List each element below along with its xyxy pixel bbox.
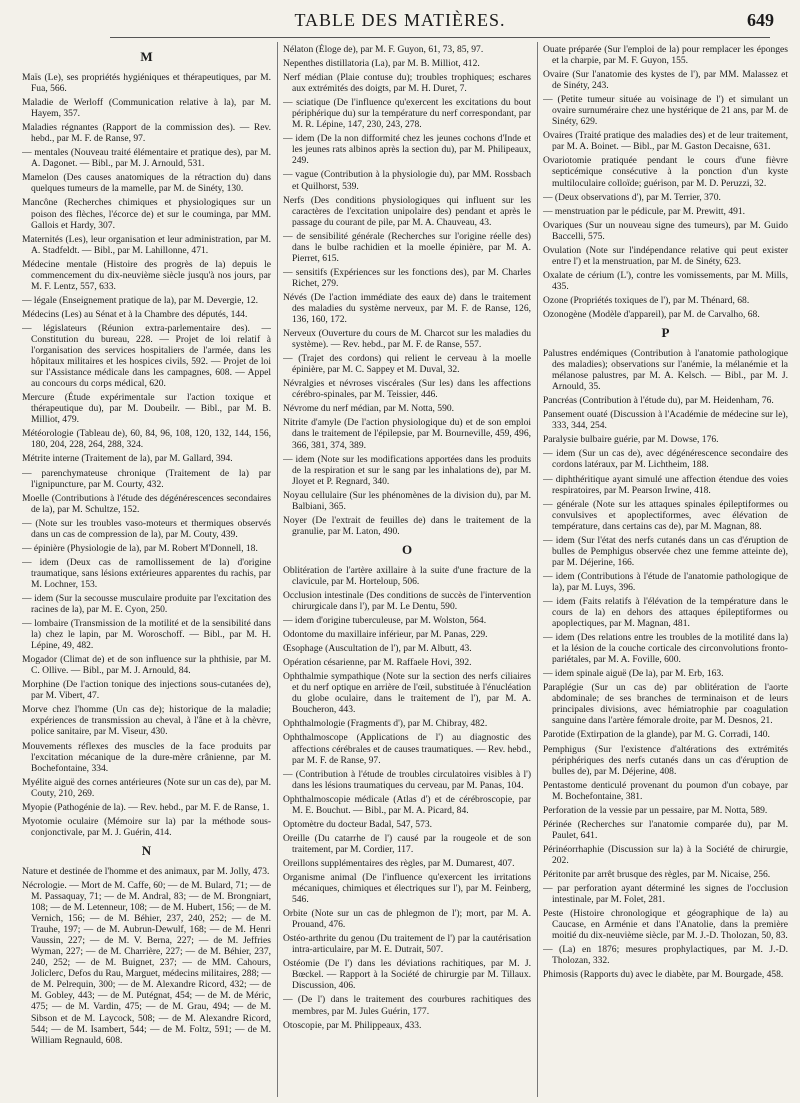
index-entry: Myotomie oculaire (Mémoire sur la) par la méthode sous-conjonctivale, par M. J. Guérin, 414. [22,815,271,838]
index-entry: Otoscopie, par M. Philippeaux, 433. [283,1019,422,1031]
index-entry: Ostéo-arthrite du genou (Du traitement de l') par la cautérisation intra-articulaire, par M. E. Dutrait, 507. [283,933,531,956]
index-entry: — idem (Sur l'état des nerfs cutanés dans un cas d'éruption de bulles de Pemphigus observée chez une femme atteinte de), par M. Déjerine, 166. [543,534,788,568]
page-number: 649 [747,10,774,30]
index-entry: Mouvements réflexes des muscles de la face produits par l'excitation mécanique de la dure-mère crânienne, par M. Bochefontaine, 334. [22,740,271,774]
index-entry: Moelle (Contributions à l'étude des dégénérescences secondaires de la), par M. Schultze, 152. [22,492,271,515]
index-entry: Ostéomie (De l') dans les déviations rachitiques, par M. J. Bœckel. — Rapport à la Société de chirurgie par M. Tillaux. Discussion, 406. [283,958,531,992]
index-entry: Nélaton (Éloge de), par M. F. Guyon, 61, 73, 85, 97. [283,44,484,55]
section-letter-o: O [401,541,413,557]
index-entry: Médecine mentale (Histoire des progrès de la) depuis le commencement du dix-neuvième siècle jusqu'à nos jours, par M. F. Lentz, 557, 633. [22,258,271,292]
index-entry: — de sensibilité générale (Recherches sur l'origine réelle des) dans le bulbe rachidien et la moelle épinière, par M. A. Pierret, 615. [283,230,531,264]
index-entry: Péritonite par arrêt brusque des règles, par M. Nicaise, 256. [543,869,771,880]
index-entry: — vague (Contribution à la physiologie du), par MM. Rossbach et Quilhorst, 539. [283,169,531,192]
index-entry: — (Trajet des cordons) qui relient le cerveau à la moelle épinière, par M. C. Sappey et M. Duval, 32. [283,353,531,376]
index-entry: Nerf médian (Plaie contuse du); troubles trophiques; eschares aux extrémités des doigts, par M. H. Duret, 7. [283,72,531,95]
index-entry: Nature et destinée de l'homme et des animaux, par M. Jolly, 473. [22,865,270,877]
index-entry: — idem spinale aiguë (De la), par M. Erb, 163. [543,668,724,680]
index-entry: Ovariotomie pratiquée pendant le cours d'une fièvre septicémique consécutive à la ponction d'un kyste multiloculaire colloïde; guérison, par M. D. Peruzzi, 32. [543,155,788,189]
page-header [0,0,800,38]
entries-p-right [543,348,788,980]
index-entry: — lombaire (Transmission de la motilité et de la sensibilité dans la) chez le lapin, par M. Woroschoff. — Bibl., par M. H. Lépine, 49, 482. [22,618,271,652]
entries-o-middle [283,565,531,1031]
index-entry: Maïs (Le), ses propriétés hygiéniques et thérapeutiques, par M. Fua, 566. [22,72,271,95]
index-entry: Ovaire (Sur l'anatomie des kystes de l'), par MM. Malassez et de Sinéty, 243. [543,69,788,92]
index-entry: — idem (Des relations entre les troubles de la motilité dans la) et la lésion de la couche corticale des circonvolutions fronto-pariétales, par M. A. Foville, 600. [543,632,788,666]
index-entry: Ozonogène (Modèle d'appareil), par M. de Carvalho, 68. [543,308,760,320]
index-entry: Perforation de la vessie par un pessaire, par M. Notta, 589. [543,804,768,816]
index-entry: Myopie (Pathogénie de la). — Rev. hebd., par M. F. de Ranse, 1. [22,801,270,813]
index-entry: Nepenthes distillatoria (La), par M. B. Milliot, 412. [283,58,480,70]
index-entry: — (Contribution à l'étude de troubles circulatoires visibles à l') dans les lésions traumatiques du cerveau, par M. Panas, 104. [283,768,531,791]
index-entry: — idem d'origine tuberculeuse, par M. Wolston, 564. [283,615,487,627]
page-title: TABLE DES MATIÈRES. [294,10,506,30]
index-entry: Noyer (De l'extrait de feuilles de) dans le traitement de la granulie, par M. Laton, 490. [283,514,531,537]
index-entry: Orbite (Note sur un cas de phlegmon de l'); mort, par M. A. Prouand, 476. [283,908,531,931]
index-entry: Ozone (Propriétés toxiques de l'), par M. Thénard, 68. [543,294,750,306]
index-entry: Ovaires (Traité pratique des maladies des) et de leur traitement, par M. A. Boinet. — Bibl., par M. Gaston Decaisne, 631. [543,130,788,153]
column-divider [537,42,538,1097]
index-entry: — (La) en 1876; mesures prophylactiques, par M. J.-D. Tholozan, 332. [543,944,788,967]
index-entry: Optomètre du docteur Badal, 547, 573. [283,818,433,830]
index-entry: — diphthéritique ayant simulé une affection étendue des voies respiratoires, par M. Pearson Irwine, 418. [543,473,788,496]
column-divider [277,42,278,1097]
index-entry: Maladies régnantes (Rapport de la commission des). — Rev. hebd., par M. F. de Ranse, 97. [22,122,271,145]
section-letter-n: N [141,842,152,858]
index-entry: Peste (Histoire chronologique et géographique de la) au Caucase, en Arménie et dans l'Anatolie, dans la première moitié du dix-neuvième siècle, par M. J.-D. Tholozan, 50, 83. [543,908,788,942]
index-entry: Oblitération de l'artère axillaire à la suite d'une fracture de la clavicule, par M. Horteloup, 506. [283,564,531,587]
section-letter-m: M [140,49,153,64]
header-rule [110,37,770,38]
index-entry: Œsophage (Auscultation de l'), par M. Albutt, 43. [283,643,472,655]
index-entry: Périnée (Recherches sur l'anatomie comparée du), par M. Paulet, 641. [543,818,788,841]
index-entry: Névrome du nerf médian, par M. Notta, 590. [283,403,455,415]
index-entry: Pancréas (Contribution à l'étude du), par M. Heidenham, 76. [543,395,774,407]
index-entry: — menstruation par le pédicule, par M. Prewitt, 491. [543,205,746,217]
index-entry: Ophthalmologie (Fragments d'), par M. Chibray, 482. [283,718,488,730]
index-entry: Ouate préparée (Sur l'emploi de la) pour remplacer les éponges et la charpie, par M. F. Guyon, 155. [543,44,788,67]
index-entry: Nitrite d'amyle (De l'action physiologique du) et de son emploi dans le traitement de l'épilepsie, par M. Bourneville, 459, 496, 366, 381, 374, 389. [283,417,531,451]
index-entry: Pemphigus (Sur l'existence d'altérations des extrémités périphériques des nerfs cutanés dans un cas d'éruption de bulles de), par M. Déjerine, 408. [543,743,788,777]
index-entry: — idem (Sur un cas de), avec dégénérescence secondaire des cordons latéraux, par M. Lichtheim, 188. [543,448,788,471]
index-entry: Odontome du maxillaire inférieur, par M. Panas, 229. [283,629,488,641]
index-entry: — épinière (Physiologie de la), par M. Robert M'Donnell, 18. [22,542,258,554]
index-entry: Nerveux (Ouverture du cours de M. Charcot sur les maladies du système). — Rev. hebd., par M. F. de Ranse, 557. [283,328,531,351]
index-entry: Ovulation (Note sur l'indépendance relative qui peut exister entre l') et la menstruation, par M. de Sinéty, 623. [543,244,788,267]
index-entry: — législateurs (Réunion extra-parlementaire des). — Constitution du bureau, 228. — Projet de loi relatif à l'organisation des services hospitaliers de l'armée, dans les hôpitaux militaires et les hospices civils, 592. — Projet de loi sur l'Assistance médicale dans les campagnes, 608. — Appel au concours du corps médical, 620. [22,322,271,390]
index-entry: Palustres endémiques (Contribution à l'anatomie pathologique des maladies); observations sur l'anémie, la mélanémie et la mélanose palustres, par M. A. Kelsch. — Bibl., par M. J. Arnould, 35. [543,348,788,393]
index-entry: Mancône (Recherches chimiques et physiologiques sur un poison des flèches, l'écorce de) et sur le couminga, par MM. Gallois et Hardy, 307. [22,197,271,231]
entries-n-left [22,866,271,1046]
index-entry: Météorologie (Tableau de), 60, 84, 96, 108, 120, 132, 144, 156, 180, 204, 228, 264, 288, 324. [22,428,271,451]
index-entry: Mamelon (Des causes anatomiques de la rétraction du) dans quelques tumeurs de la mamelle, par M. de Sinéty, 130. [22,172,271,195]
index-entry: Oxalate de cérium (L'), contre les vomissements, par M. Mills, 435. [543,269,788,292]
index-entry: Morphine (De l'action tonique des injections sous-cutanées de), par M. Vibert, 47. [22,679,271,702]
index-entry: Maladie de Werloff (Communication relative à la), par M. Hayem, 357. [22,97,271,120]
index-entry: — parenchymateuse chronique (Traitement de la) par l'ignipuncture, par M. Courty, 432. [22,467,271,490]
index-entry: — par perforation ayant déterminé les signes de l'occlusion intestinale, par M. Folet, 281. [543,883,788,906]
index-entry: Parotide (Extirpation de la glande), par M. G. Corradi, 140. [543,729,770,741]
index-entry: — idem (Note sur les modifications apportées dans les produits de la respiration et sur le sang par les inhalations de), par M. Jloyet et P. Regnard, 340. [283,453,531,487]
index-entry: Oreillons supplémentaires des règles, par M. Dumarest, 407. [283,857,515,869]
index-entry: Pansement ouaté (Discussion à l'Académie de médecine sur le), 333, 344, 254. [543,409,788,432]
index-entry: Paralysie bulbaire guérie, par M. Dowse, 176. [543,434,719,446]
index-entry: Mercure (Étude expérimentale sur l'action toxique et thérapeutique du), par M. Doubeilr. — Bibl., par M. B. Milliot, 479. [22,392,271,426]
index-entry: — sciatique (De l'influence qu'exercent les excitations du bout périphérique du) sur la température du nerf correspondant, par M. R. Lépine, 147, 230, 243, 278. [283,97,531,131]
index-entry: Phimosis (Rapports du) avec le diabète, par M. Bourgade, 458. [543,969,784,981]
index-entry: Mogador (Climat de) et de son influence sur la phthisie, par M. C. Ollive. — Bibl., par M. J. Arnould, 84. [22,654,271,677]
index-entry: Oreille (Du catarrhe de l') causé par la rougeole et de son traitement, par M. Cordier, 117. [283,832,531,855]
index-entry: Myélite aiguë des cornes antérieures (Note sur un cas de), par M. Couty, 210, 269. [22,776,271,799]
index-entry: Noyau cellulaire (Sur les phénomènes de la division du), par M. Balbiani, 365. [283,489,531,512]
index-entry: Occlusion intestinale (Des conditions de succès de l'intervention chirurgicale dans l'), par M. Le Dentu, 590. [283,589,531,613]
index-entry: Opération césarienne, par M. Raffaele Hovi, 392. [283,657,472,669]
index-entry: Périnéorrhaphie (Discussion sur la) à la Société de chirurgie, 202. [543,843,788,866]
index-entry: — sensitifs (Expériences sur les fonctions des), par M. Charles Richet, 279. [283,266,531,289]
index-entry: Névés (De l'action immédiate des eaux de) dans le traitement des maladies du système nerveux, par M. F. de Ranse, 126, 136, 160, 172. [283,291,531,326]
index-entry: Ophthalmoscope (Applications de l') au diagnostic des affections cérébrales et de causes traumatiques. — Rev. hebd., par M. F. de Ranse, 97. [283,732,531,766]
index-entry: Maternités (Les), leur organisation et leur administration, par M. A. Stadfeldt. — Bibl., par M. Lahillonne, 471. [22,233,271,256]
index-entry: Métrite interne (Traitement de la), par M. Gallard, 394. [22,453,233,465]
index-entry: — (Note sur les troubles vaso-moteurs et thermiques observés dans un cas de compression de la), par M. Couty, 439. [22,517,271,540]
index-entry: — (Petite tumeur située au voisinage de l') et simulant un ovaire surnuméraire chez une hystérique de 21 ans, par M. de Sinéty, 629. [543,94,788,128]
index-entry: Ophthalmie sympathique (Note sur la section des nerfs ciliaires et du nerf optique en arrière de l'œil, substituée à l'énucléation du globe oculaire, dans le traitement de l'), par M. A. Boucheron, 443. [283,671,531,716]
entries-m-left [22,72,271,838]
index-entry: Paraplégie (Sur un cas de) par oblitération de l'aorte abdominale; de ses branches de terminaison et de leurs principales divisions, avec hémiatrophie par coagulation sanguine dans l'artère fémorale droite, par M. Desnos, 21. [543,682,788,727]
index-entry: — idem (Contributions à l'étude de l'anatomie pathologique de la), par M. Luys, 396. [543,570,788,593]
index-entry: — légale (Enseignement pratique de la), par M. Devergie, 12. [22,294,259,306]
index-entry: Nécrologie. — Mort de M. Caffe, 60; — de M. Bulard, 71; — de M. Passaquay, 71; — de M. Andral, 83; — de M. Brongniart, 108; — de M. Letenneur, 108; — de M. Hubert, 156; — de M. Vernich, 156; — de M. Béhier, 237, 240, 252; — de M. Trauhe, 197; — de M. Aubrun-Dewulf, 168; — de M. Henri Vaussin, 227; — de M. V. Berna, 227; — de M. Jeffries Wyman, 227; — de M. Charrière, 227; — de M. Béhier, 237, 240, 252; — de M. Buignet, 237; — de MM. Cahours, Joliclerc, Defos du Rau, Marguet, médecins militaires, 288; — de M. Pelrequin, 300; — de M. Alexandre Ricord, 432; — de M. Gobley, 443; — de M. Putégnat, 454; — de M. de Méric, 475; — de M. Vardin, 475; — de M. Grau, 494; — de M. Sibson et de M. Laycock, 508; — de M. Alexandre Ricord, 544; — de M. Isambert, 544; — de M. Foltz, 591; — de M. William Regnauld, 608. [22,879,271,1046]
column-right [543,44,788,1096]
section-letter-p: P [661,325,670,341]
index-entry: — (De l') dans le traitement des courbures rachitiques des membres, par M. Jules Guérin, 177. [283,994,531,1017]
entries-n-middle [283,44,531,537]
index-entry: Médecins (Les) au Sénat et à la Chambre des députés, 144. [22,308,248,320]
column-middle [283,44,531,1096]
index-entry: Organisme animal (De l'influence qu'exercent les irritations mécaniques, chimiques et électriques sur l'), par M. Feinberg, 546. [283,872,531,906]
index-entry: Ophthalmoscopie médicale (Atlas d') et de cérébroscopie, par M. E. Bouchut. — Bibl., par M. A. Picard, 84. [283,793,531,816]
index-entry: — idem (Sur la secousse musculaire produite par l'excitation des racines de la), par M. E. Cyon, 250. [22,592,271,616]
index-entry: — mentales (Nouveau traité élémentaire et pratique des), par M. A. Dagonet. — Bibl., par M. J. Arnould, 531. [22,147,271,170]
index-entry: Nerfs (Des conditions physiologiques qui influent sur les caractères de l'excitation unipolaire des) pendant et après le passage du courant de pile, par M. A. Chauveau, 43. [283,194,531,228]
index-entry: Pentastome denticulé provenant du poumon d'un cobaye, par M. Bochefontaine, 381. [543,779,788,802]
column-left [22,44,271,1096]
entries-o-right [543,44,788,320]
index-entry: — idem (De la non difformité chez les jeunes cochons d'Inde et les jeunes rats albinos après la section du), par M. Philipeaux, 249. [283,133,531,167]
index-entry: — idem (Faits relatifs à l'élévation de la température dans le cours de la) en dehors des attaques épileptiformes ou apoplectiques, par M. Magnan, 481. [543,595,788,630]
index-entry: Névralgies et névroses viscérales (Sur les) dans les affections cérébro-spinales, par M. Teissier, 446. [283,378,531,401]
index-entry: Morve chez l'homme (Un cas de); historique de la maladie; expériences de transmission au cheval, à l'âne et à la chèvre, police sanitaire, par M. Viseur, 430. [22,704,271,738]
index-entry: — générale (Note sur les attaques spinales épileptiformes ou convulsives et apoplectiformes, avec élévation de température, dans certains cas de), par M. Magnan, 88. [543,498,788,532]
index-entry: — idem (Deux cas de ramollissement de la) d'origine traumatique, sans lésions extérieures apparentes du rachis, par M. Lochner, 153. [22,556,271,590]
index-entry: Ovariques (Sur un nouveau signe des tumeurs), par M. Guido Baccelli, 575. [543,219,788,242]
index-entry: — (Deux observations d'), par M. Terrier, 370. [543,191,721,203]
